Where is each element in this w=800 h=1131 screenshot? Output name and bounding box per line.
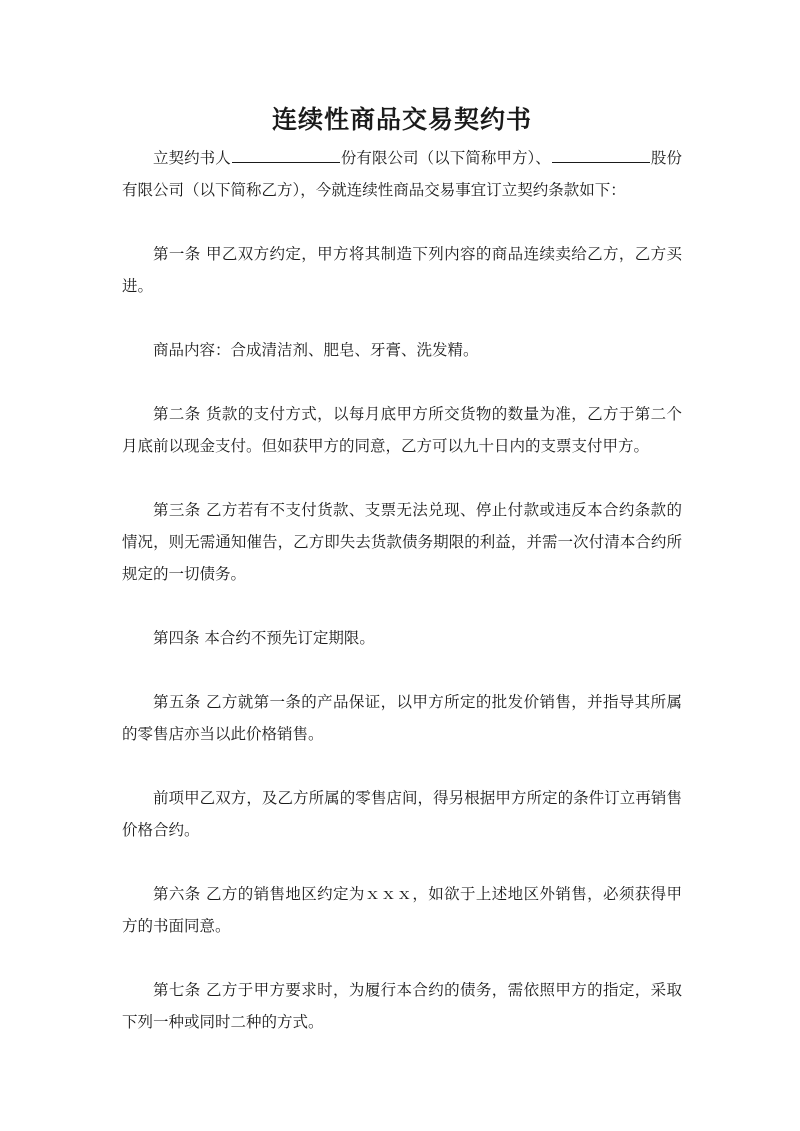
intro-paragraph [122, 142, 682, 206]
party-a-blank-line [232, 144, 340, 163]
intro-prefix: 立契约书人 [153, 149, 231, 167]
clause-6: 第六条 乙方的销售地区约定为ｘｘｘ，如欲于上述地区外销售，必须获得甲方的书面同意。 [122, 885, 682, 935]
clause-2: 第二条 货款的支付方式，以每月底甲方所交货物的数量为准，乙方于第二个月底前以现金支付。但如获甲方的同意，乙方可以九十日内的支票支付甲方。 [122, 405, 682, 455]
clause-1: 第一条 甲乙双方约定，甲方将其制造下列内容的商品连续卖给乙方，乙方买进。 [122, 245, 682, 295]
clause-4: 第四条 本合约不预先订定期限。 [153, 629, 375, 647]
intro-suffix: 股份有限公司（以下简称乙方），今就连续性商品交易事宜订立契约条款如下： [122, 149, 682, 199]
document-title: 连续性商品交易契约书 [271, 105, 532, 134]
clause-5: 第五条 乙方就第一条的产品保证，以甲方所定的批发价销售，并指导其所属的零售店亦当以此价格销售。 [122, 693, 682, 743]
clause-5-supplement: 前项甲乙双方，及乙方所属的零售店间，得另根据甲方所定的条件订立再销售价格合约。 [122, 789, 682, 839]
intro-middle: 份有限公司（以下简称甲方）、 [340, 149, 551, 167]
clause-3: 第三条 乙方若有不支付货款、支票无法兑现、停止付款或违反本合约条款的情况，则无需通知催告，乙方即失去货款债务期限的利益，并需一次付清本合约所规定的一切债务。 [122, 501, 682, 583]
clause-7: 第七条 乙方于甲方要求时，为履行本合约的债务，需依照甲方的指定，采取下列一种或同时二种的方式。 [122, 981, 682, 1031]
party-b-blank-line [552, 144, 650, 163]
goods-content: 商品内容：合成清洁剂、肥皂、牙膏、洗发精。 [153, 341, 479, 359]
